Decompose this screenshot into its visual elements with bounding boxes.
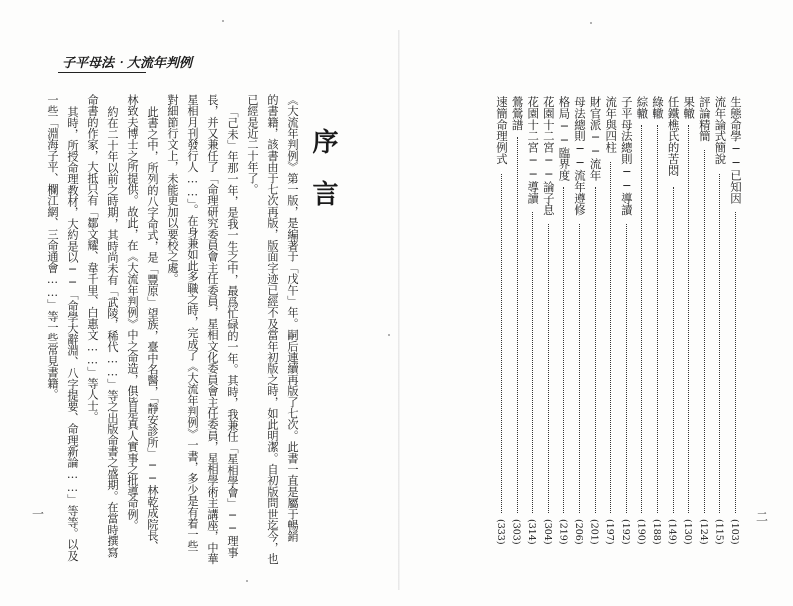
toc-page-number: (124) bbox=[697, 519, 709, 545]
body-column: 的書籍，該書由于七次再版，版面字迹已經不及當年初版之時，如此明潔。自初版問世迄今，也 bbox=[266, 94, 279, 565]
toc-page-number: (190) bbox=[635, 519, 647, 545]
toc-entry-title: 生態命學──已知因 bbox=[729, 96, 743, 204]
toc-entry-title: 綠轍 bbox=[651, 96, 665, 119]
title-char-2: 言 bbox=[308, 180, 338, 206]
toc-dot-leader bbox=[595, 187, 596, 513]
toc-entry-title: 母法總則──流年遵修 bbox=[573, 96, 587, 216]
toc-entry-title: 任鐵樵氏的苦悶 bbox=[666, 96, 681, 176]
toc-dot-leader bbox=[501, 174, 502, 513]
toc-dot-leader bbox=[688, 125, 689, 513]
running-head: 子平母法‧大流年判例 bbox=[62, 56, 193, 71]
toc-dot-leader bbox=[641, 125, 642, 513]
toc-entry-title: 綜轍 bbox=[635, 96, 650, 119]
toc-entry-title: 評論精簡 bbox=[697, 96, 712, 142]
body-column: 一些「淵海子平、欄江網、三命通會……」等一些常見書籍。 bbox=[46, 94, 59, 400]
running-head-rule bbox=[58, 72, 146, 73]
body-column: 長，并又兼任了「命理研究委員會主任委員，星相文化委員會主任委員，星相學術主講座，中華 bbox=[206, 94, 219, 565]
paper-speck bbox=[246, 580, 248, 582]
body-column: 約在二十年以前之時期，其時尚未有「武陵，稀代……」等之出版命書之盛期。在當時撰寫 bbox=[106, 106, 119, 558]
body-column: 星相月刊發行人……」。在身兼如此多職之時，完成了《大流年判例》一書，多少是有着一些 bbox=[186, 94, 199, 552]
body-column: 《大流年判例》第一版，是編著于「戊午」年。嗣后連續再版了七次。此書一直是屬于暢銷 bbox=[286, 94, 299, 542]
toc-dot-leader bbox=[657, 125, 658, 513]
body-column: 對細節行文上，未能更加以要校之處。 bbox=[166, 94, 179, 285]
toc-page-number: (197) bbox=[604, 519, 616, 545]
toc-dot-leader bbox=[517, 137, 518, 513]
body-column: 其時，所授命理教材，大約是以──「命學大辭淵、八字提要、命理新論……」等等。以及 bbox=[66, 106, 79, 562]
toc-page-number: (149) bbox=[666, 519, 678, 545]
toc-dot-leader bbox=[579, 224, 580, 513]
title-char-1: 序 bbox=[308, 128, 338, 154]
toc-page-number: (303) bbox=[510, 519, 522, 545]
toc-page-number: (333) bbox=[495, 519, 506, 545]
toc-page-number: (103) bbox=[729, 519, 740, 545]
toc-entry-title: 子平母法總則──導讀 bbox=[619, 96, 634, 216]
toc-dot-leader bbox=[548, 224, 549, 513]
paper-speck bbox=[590, 22, 592, 24]
toc-page-number: (130) bbox=[682, 519, 694, 545]
toc-entry-title: 花園十二宮──導讀 bbox=[526, 96, 541, 204]
toc-page-number: (304) bbox=[541, 519, 553, 545]
paper-speck bbox=[388, 334, 390, 336]
body-column: 林致夫博士之所提供。故此，在《大流年判例》中之命造，俱皆是真人實事之批導命例。 bbox=[126, 94, 139, 531]
body-column: 「己未」年那一年，是我一生之中，最爲忙碌的一年。其時，我兼任「星相學會」──理事 bbox=[226, 106, 239, 558]
toc-entry-title: 格局──臨界度 bbox=[557, 96, 572, 181]
toc-page-number: (314) bbox=[526, 519, 538, 545]
right-page bbox=[400, 0, 793, 606]
toc-page-number: (192) bbox=[619, 519, 631, 545]
toc-entry-title: 果轍 bbox=[682, 96, 697, 119]
toc-page-number: (201) bbox=[588, 519, 600, 545]
body-column: 此書之中，所列的八字命式，是「豐原」望族，臺中名醫，「靜安診所」──林乾成院長、 bbox=[146, 106, 159, 552]
toc-entry-title: 鶯鶯譜 bbox=[510, 96, 525, 131]
toc-page-number: (219) bbox=[557, 519, 569, 545]
paper-speck bbox=[222, 20, 224, 22]
toc-dot-leader bbox=[735, 212, 736, 513]
toc-dot-leader bbox=[532, 212, 533, 513]
body-column: 已經是近二十年了。 bbox=[246, 94, 259, 195]
toc-page-number: (115) bbox=[713, 519, 725, 545]
toc-entry-title: 花園十二宮──論子息 bbox=[541, 96, 556, 216]
toc-dot-leader bbox=[719, 174, 720, 513]
body-column: 命書的作家，大抵只有「鄒文耀、韋千里、白惠文……」等人士。 bbox=[86, 94, 99, 423]
toc-entry-title: 流年論式簡說 bbox=[713, 96, 728, 165]
toc-dot-leader bbox=[610, 162, 611, 513]
page-folio: 一 bbox=[32, 507, 45, 521]
toc-dot-leader bbox=[626, 224, 627, 513]
toc-entry-title: 速簡命理例式 bbox=[495, 96, 509, 165]
page-folio: 二 bbox=[756, 510, 769, 524]
toc-entry-title: 財官派──流年 bbox=[588, 96, 603, 181]
toc-page-number: (188) bbox=[651, 519, 662, 545]
toc-entry-title: 流年與四柱 bbox=[604, 96, 619, 153]
toc-page-number: (206) bbox=[573, 519, 584, 545]
toc-dot-leader bbox=[673, 187, 674, 513]
toc-dot-leader bbox=[563, 187, 564, 513]
toc-dot-leader bbox=[704, 150, 705, 513]
